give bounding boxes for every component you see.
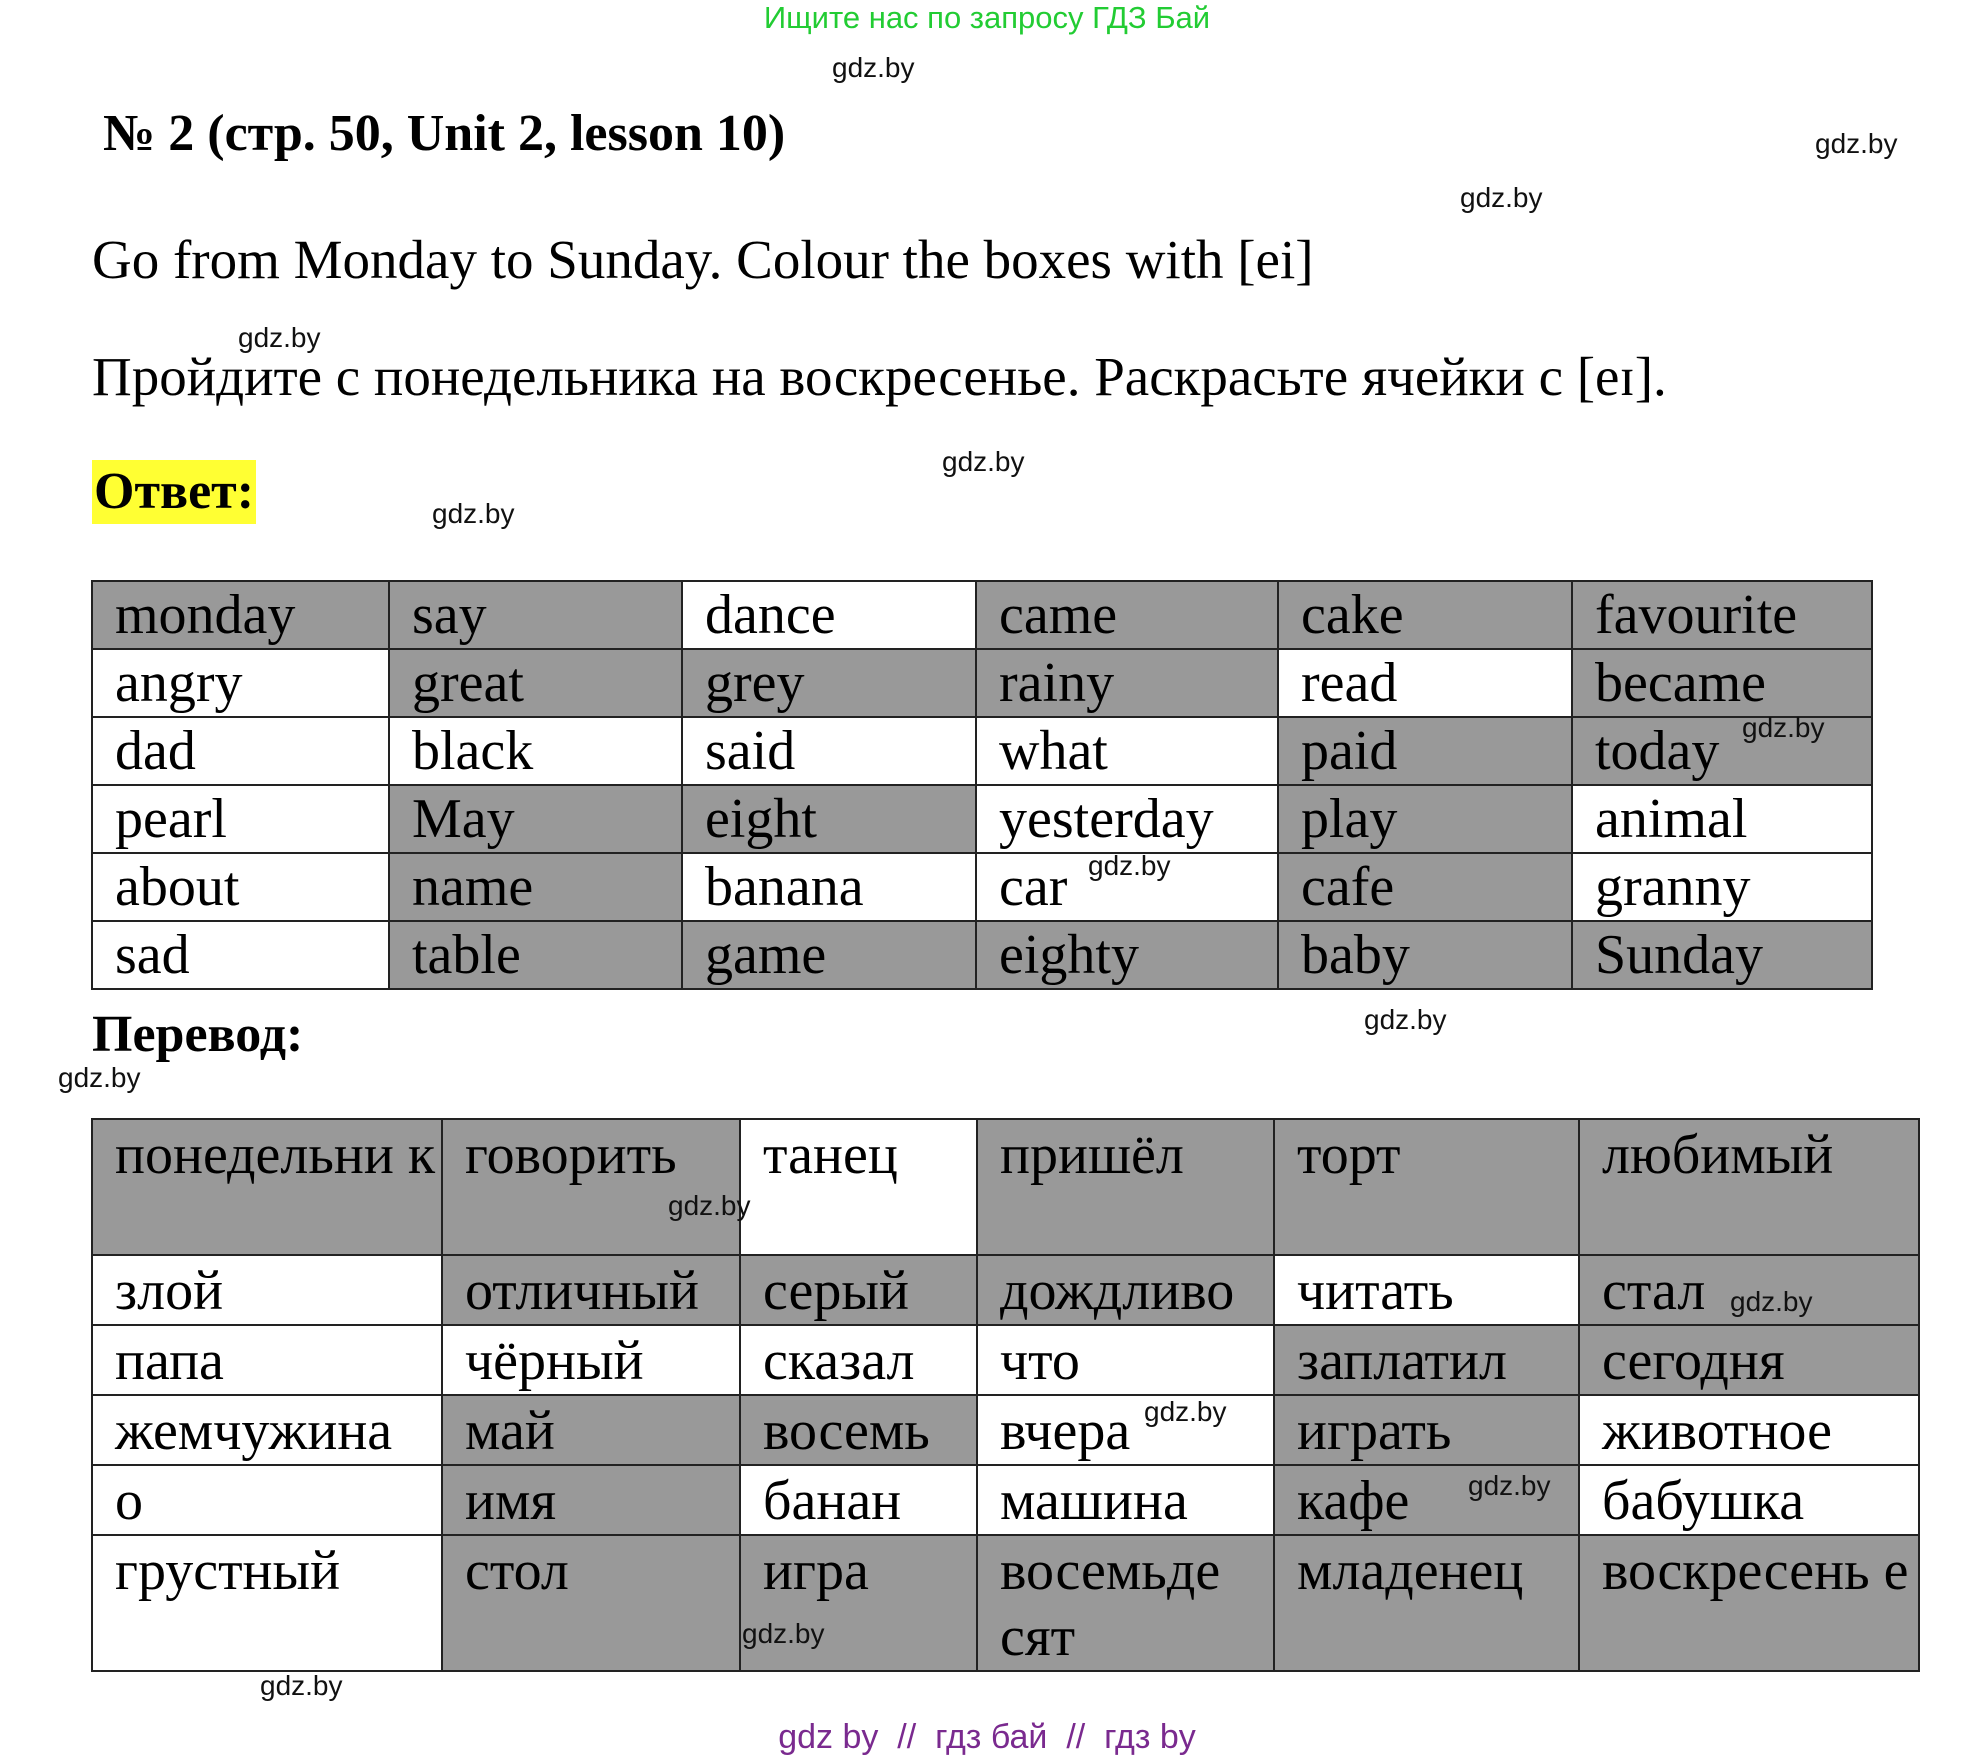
watermark: gdz.by (58, 1062, 141, 1093)
table-row (92, 921, 1872, 989)
table-row (92, 1395, 1919, 1465)
table-cell-shaded: play (1278, 785, 1572, 853)
table-cell-shaded: table (389, 921, 682, 989)
answer-label: Ответ: (92, 460, 256, 524)
watermark: gdz.by (1815, 128, 1898, 159)
table-cell-shaded: стол (442, 1535, 740, 1671)
table-cell: granny (1572, 853, 1872, 921)
table-cell-shaded: rainy (976, 649, 1278, 717)
table-cell-shaded: paid (1278, 717, 1572, 785)
table-cell: жемчужина (92, 1395, 442, 1465)
answer-table (91, 580, 1873, 990)
watermark: gdz.by (742, 1618, 825, 1649)
table-cell: yesterday (976, 785, 1278, 853)
table-cell: about (92, 853, 389, 921)
table-cell: dad (92, 717, 389, 785)
table-cell: car (976, 853, 1278, 921)
footer-links[interactable]: gdz by // гдз бай // гдз by (778, 1718, 1196, 1756)
table-cell: said (682, 717, 976, 785)
watermark: gdz.by (832, 52, 915, 83)
table-row (92, 853, 1872, 921)
table-cell-shaded: заплатил (1274, 1325, 1579, 1395)
table-cell-shaded: игра (740, 1535, 977, 1671)
table-row (92, 1119, 1919, 1255)
table-cell-shaded: стал (1579, 1255, 1919, 1325)
table-cell-shaded: май (442, 1395, 740, 1465)
watermark: gdz.by (942, 446, 1025, 477)
table-cell-shaded: monday (92, 581, 389, 649)
table-row (92, 1255, 1919, 1325)
table-row (92, 649, 1872, 717)
table-cell: angry (92, 649, 389, 717)
table-cell-shaded: favourite (1572, 581, 1872, 649)
table-cell-shaded: говорить (442, 1119, 740, 1255)
table-cell-shaded: понедельни к (92, 1119, 442, 1255)
table-cell: злой (92, 1255, 442, 1325)
table-cell-shaded: Sunday (1572, 921, 1872, 989)
table-cell-shaded: baby (1278, 921, 1572, 989)
table-cell-shaded: say (389, 581, 682, 649)
watermark: gdz.by (432, 498, 515, 529)
table-cell-shaded: имя (442, 1465, 740, 1535)
table-cell: чёрный (442, 1325, 740, 1395)
table-cell-shaded: восемьде сят (977, 1535, 1274, 1671)
instruction-russian: Пройдите с понедельника на воскресенье. Раскрасьте ячейки с [eɪ]. (92, 346, 1667, 407)
watermark: gdz.by (1468, 1470, 1551, 1501)
exercise-heading: № 2 (стр. 50, Unit 2, lesson 10) (103, 105, 786, 162)
table-cell: банан (740, 1465, 977, 1535)
top-banner[interactable]: Ищите нас по запросу ГДЗ Бай (763, 0, 1211, 35)
table-row (92, 717, 1872, 785)
table-cell: black (389, 717, 682, 785)
watermark: gdz.by (260, 1670, 343, 1701)
table-cell: о (92, 1465, 442, 1535)
table-cell-shaded: eighty (976, 921, 1278, 989)
table-cell-shaded: became (1572, 649, 1872, 717)
table-cell: banana (682, 853, 976, 921)
table-cell-shaded: пришёл (977, 1119, 1274, 1255)
table-cell: папа (92, 1325, 442, 1395)
table-cell-shaded: May (389, 785, 682, 853)
table-cell: вчера (977, 1395, 1274, 1465)
table-cell: грустный (92, 1535, 442, 1671)
table-cell-shaded: воскресень е (1579, 1535, 1919, 1671)
table-cell-shaded: младенец (1274, 1535, 1579, 1671)
table-cell-shaded: любимый (1579, 1119, 1919, 1255)
table-row (92, 785, 1872, 853)
table-cell-shaded: great (389, 649, 682, 717)
table-cell: машина (977, 1465, 1274, 1535)
watermark: gdz.by (668, 1190, 751, 1221)
table-cell-shaded: came (976, 581, 1278, 649)
instruction-english: Go from Monday to Sunday. Colour the boxes with [ei] (92, 229, 1314, 290)
table-cell: what (976, 717, 1278, 785)
table-cell: что (977, 1325, 1274, 1395)
table-cell-shaded: восемь (740, 1395, 977, 1465)
table-cell-shaded: eight (682, 785, 976, 853)
table-cell: sad (92, 921, 389, 989)
table-cell-shaded: дождливо (977, 1255, 1274, 1325)
table-cell: животное (1579, 1395, 1919, 1465)
table-cell-shaded: сегодня (1579, 1325, 1919, 1395)
table-cell: read (1278, 649, 1572, 717)
watermark: gdz.by (1364, 1004, 1447, 1035)
table-cell: pearl (92, 785, 389, 853)
table-cell-shaded: cafe (1278, 853, 1572, 921)
watermark: gdz.by (1460, 182, 1543, 213)
translation-table (91, 1118, 1920, 1672)
table-cell: бабушка (1579, 1465, 1919, 1535)
table-cell: сказал (740, 1325, 977, 1395)
table-cell: dance (682, 581, 976, 649)
table-cell-shaded: серый (740, 1255, 977, 1325)
table-row (92, 1325, 1919, 1395)
table-row (92, 1535, 1919, 1671)
table-cell-shaded: cake (1278, 581, 1572, 649)
table-cell-shaded: grey (682, 649, 976, 717)
table-cell: читать (1274, 1255, 1579, 1325)
watermark: gdz.by (238, 322, 321, 353)
table-cell-shaded: торт (1274, 1119, 1579, 1255)
table-cell-shaded: today (1572, 717, 1872, 785)
watermark: gdz.by (1088, 850, 1171, 881)
table-row (92, 1465, 1919, 1535)
table-cell-shaded: name (389, 853, 682, 921)
table-cell: animal (1572, 785, 1872, 853)
table-cell-shaded: отличный (442, 1255, 740, 1325)
watermark: gdz.by (1742, 712, 1825, 743)
table-row (92, 581, 1872, 649)
table-cell-shaded: играть (1274, 1395, 1579, 1465)
table-cell: танец (740, 1119, 977, 1255)
translation-label: Перевод: (92, 1006, 304, 1063)
table-cell-shaded: game (682, 921, 976, 989)
table-cell-shaded: кафе (1274, 1465, 1579, 1535)
watermark: gdz.by (1730, 1286, 1813, 1317)
watermark: gdz.by (1144, 1396, 1227, 1427)
